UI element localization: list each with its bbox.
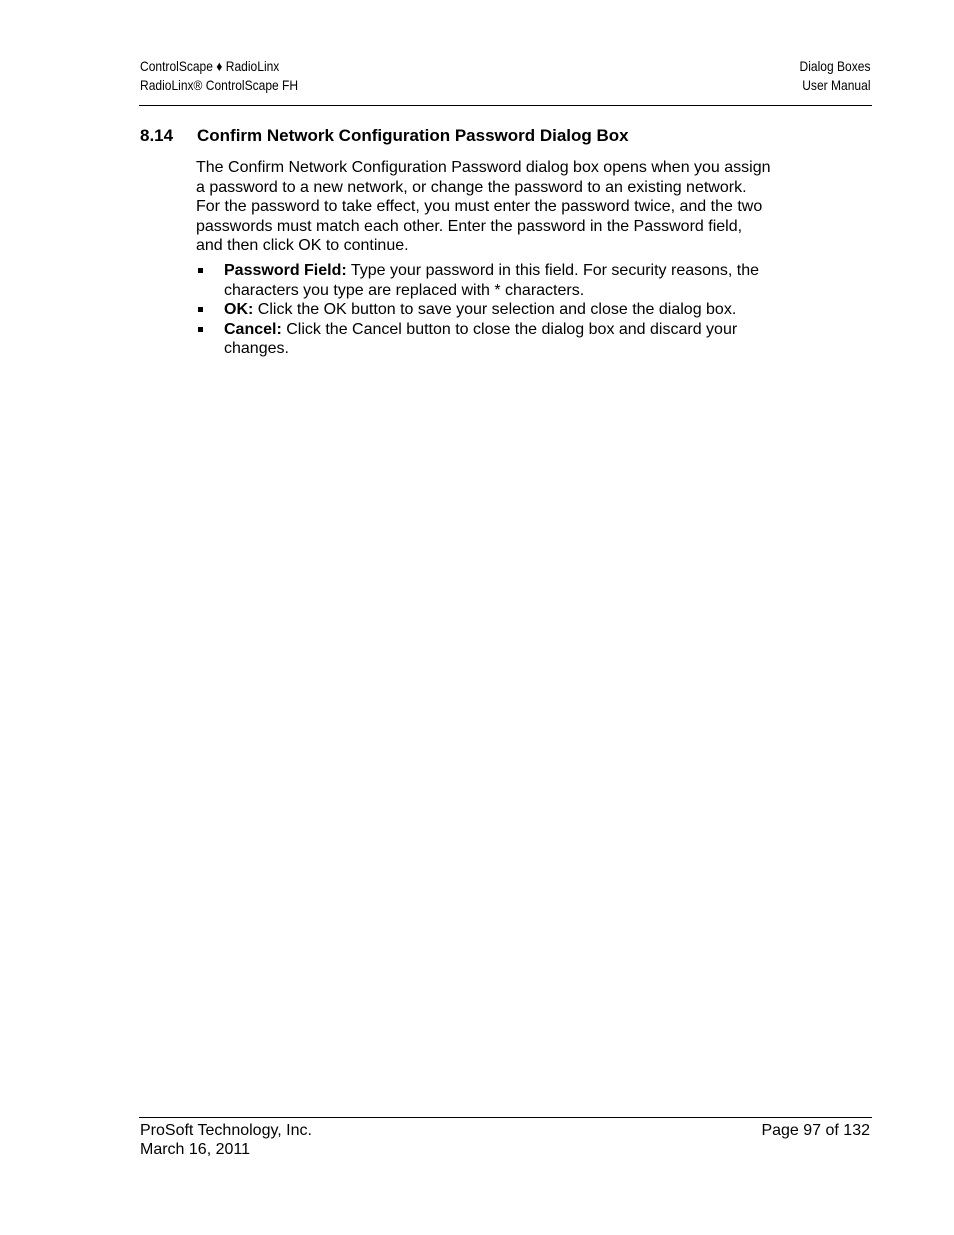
bullet-term: Cancel: xyxy=(224,320,282,338)
intro-line: For the password to take effect, you must enter the password twice, and the two xyxy=(196,198,763,216)
bullet-square-icon xyxy=(198,268,203,273)
bullet-text: Click the OK button to save your selection and close the dialog box. xyxy=(253,301,737,319)
footer-date: March 16, 2011 xyxy=(140,1141,250,1158)
section-title: Confirm Network Configuration Password Dialog Box xyxy=(197,126,629,145)
header-product-line: ControlScape ♦ RadioLinx xyxy=(140,58,280,74)
bullet-text: Type your password in this field. For security reasons, the xyxy=(346,261,760,279)
bullet-item-ok xyxy=(196,300,826,320)
footer-left xyxy=(140,1121,312,1159)
bullet-item-password-field xyxy=(196,261,826,300)
intro-line: The Confirm Network Configuration Password dialog box opens when you assign xyxy=(196,159,771,176)
footer-right xyxy=(761,1121,870,1140)
bullet-term: Password Field: xyxy=(224,261,347,279)
intro-line: passwords must match each other. Enter the password in the Password field, xyxy=(196,217,743,235)
header-chapter: Dialog Boxes xyxy=(799,58,870,74)
section-number: 8.14 xyxy=(140,126,174,145)
bullet-term: OK: xyxy=(224,301,254,319)
footer-page-number: Page 97 of 132 xyxy=(761,1122,870,1139)
bullet-list xyxy=(196,261,826,359)
header-divider xyxy=(139,105,872,106)
header-manual-type: User Manual xyxy=(801,77,870,93)
bullet-text-continued: characters you type are replaced with * characters. xyxy=(224,281,585,299)
bullet-text: Click the Cancel button to close the dialog box and discard your xyxy=(281,320,738,338)
intro-line: a password to a new network, or change the password to an existing network. xyxy=(196,178,747,196)
footer-company: ProSoft Technology, Inc. xyxy=(140,1122,312,1139)
header-right xyxy=(799,57,870,95)
header-product-name: RadioLinx® ControlScape FH xyxy=(140,77,299,93)
intro-paragraph xyxy=(196,158,826,256)
header-left xyxy=(140,57,298,95)
section-body xyxy=(196,158,826,359)
footer-divider xyxy=(139,1117,872,1118)
bullet-item-cancel xyxy=(196,320,826,359)
bullet-text-continued: changes. xyxy=(224,340,289,358)
section-heading xyxy=(140,126,629,146)
bullet-square-icon xyxy=(198,307,203,312)
bullet-square-icon xyxy=(198,327,203,332)
intro-line: and then click OK to continue. xyxy=(196,237,409,255)
